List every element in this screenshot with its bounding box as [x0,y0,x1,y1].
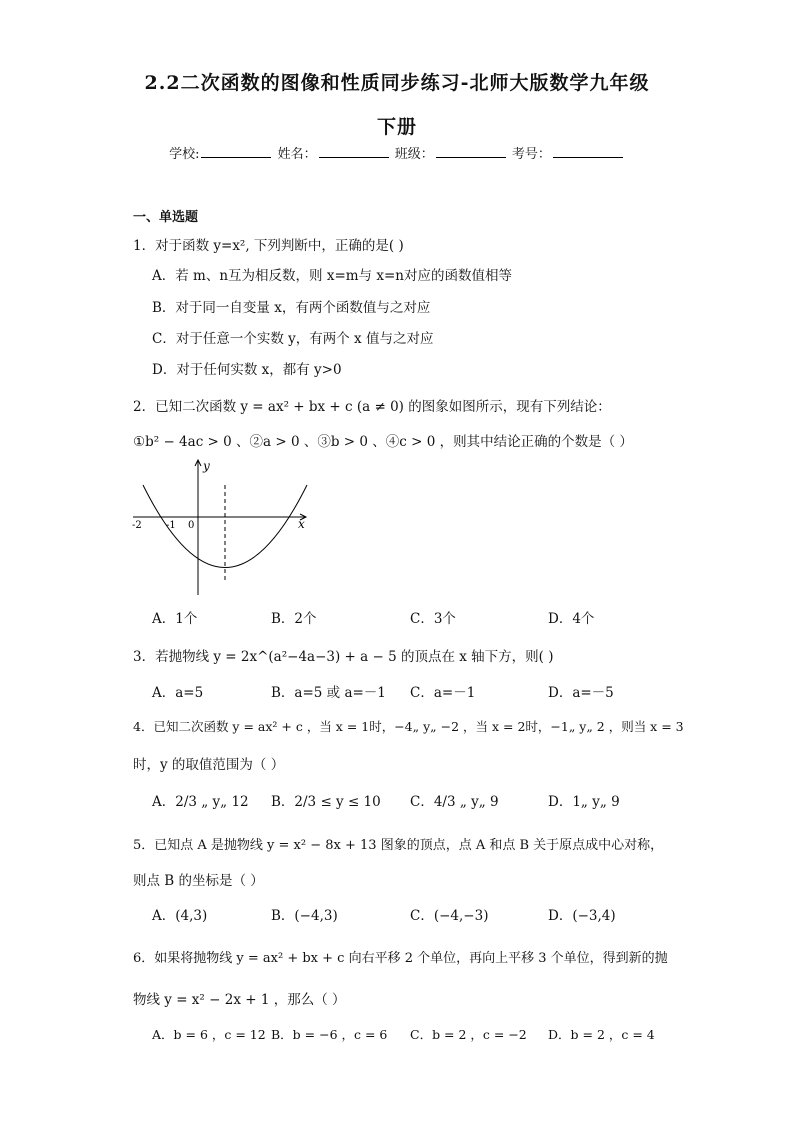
q1-option-b[interactable]: B．对于同一自变量 x，有两个函数值与之对应 [152,300,431,316]
q1-option-a[interactable]: A．若 m、n互为相反数，则 x=m与 x=n对应的函数值相等 [152,268,512,284]
q5-stem-line2: 则点 B 的坐标是（ ） [133,873,264,889]
document-title-line1: 2.2二次函数的图像和性质同步练习-北师大版数学九年级 [144,72,650,94]
q6-stem-line1: 6．如果将抛物线 y = ax² + bx + c 向右平移 2 个单位，再向上平移 3 个单位，得到新的抛 [133,951,668,966]
section-heading: 一、单选题 [133,210,199,225]
q1-option-c[interactable]: C．对于任意一个实数 y，有两个 x 值与之对应 [152,331,434,347]
q3-stem: 3．若抛物线 y = 2x^(a²−4a−3) + a − 5 的顶点在 x 轴下方，则( ) [133,649,554,665]
q4-stem-line1: 4．已知二次函数 y = ax² + c ，当 x = 1时，−4„ y„ −2 ，当 x = 2时，−1„ y„ 2 ，则当 x = 3 [133,719,684,734]
q5-choice-c[interactable]: C．(−4,−3) [410,908,489,924]
q4-stem-line2: 时，y 的取值范围为（ ） [133,757,285,773]
q3-choice-d[interactable]: D．a=－5 [548,685,614,701]
q6-choice-d[interactable]: D．b = 2 ，c = 4 [548,1027,655,1042]
x-axis-label: x [298,517,305,531]
q5-choice-a[interactable]: A．(4,3) [152,908,208,924]
q5-stem-line1: 5．已知点 A 是抛物线 y = x² − 8x + 13 图象的顶点，点 A 和点 B 关于原点成中心对称， [133,838,664,853]
y-axis-label: y [203,459,210,473]
y-axis [195,460,201,595]
school-label: 学校: [169,147,200,162]
q4-choice-b[interactable]: B．2/3 ≤ y ≤ 10 [271,794,381,810]
q1-stem: 1．对于函数 y=x², 下列判断中，正确的是( ) [133,238,404,254]
name-label: 姓名： [277,147,317,162]
q6-choice-b[interactable]: B．b = −6 ，c = 6 [271,1027,388,1042]
q4-choice-d[interactable]: D．1„ y„ 9 [548,794,620,810]
q2-parabola-graph [130,455,315,600]
q3-choice-a[interactable]: A．a=5 [152,685,204,701]
q2-choice-a[interactable]: A．1个 [152,611,198,627]
q5-choice-b[interactable]: B．(−4,3) [271,908,338,924]
class-label: 班级： [394,147,434,162]
q2-choice-c[interactable]: C．3个 [410,611,456,627]
number-label: 考号： [511,147,551,162]
tick-label-minus1: -1 [166,520,176,531]
q6-stem-line2: 物线 y = x² − 2x + 1 ，那么（ ） [133,992,346,1008]
q1-option-d[interactable]: D．对于任何实数 x，都有 y>0 [152,362,342,378]
name-blank[interactable] [319,145,389,158]
tick-label-origin: 0 [188,520,195,531]
q2-choice-d[interactable]: D．4个 [548,611,595,627]
document-title-line2: 下册 [376,116,417,138]
q3-choice-b[interactable]: B．a=5 或 a=－1 [271,685,386,701]
q2-choice-b[interactable]: B．2个 [271,611,317,627]
q6-choice-c[interactable]: C．b = 2 ，c = −2 [410,1027,527,1042]
q5-choice-d[interactable]: D．(−3,4) [548,908,616,924]
tick-label-minus2: -2 [132,520,142,531]
q6-choice-a[interactable]: A．b = 6 ，c = 12 [152,1027,266,1042]
school-blank[interactable] [201,145,271,158]
q2-stem: 2．已知二次函数 y = ax² + bx + c (a ≠ 0) 的图象如图所示，现有下列结论： [133,399,611,415]
class-blank[interactable] [436,145,506,158]
student-info-row [0,143,794,162]
q3-choice-c[interactable]: C．a=－1 [410,685,476,701]
q2-conclusions: ①b² − 4ac > 0 、②a > 0 、③b > 0 、④c > 0 ，则其中结论正确的个数是（ ） [133,434,633,450]
q4-choice-c[interactable]: C．4/3 „ y„ 9 [410,794,499,810]
number-blank[interactable] [553,145,623,158]
q4-choice-a[interactable]: A．2/3 „ y„ 12 [152,794,249,810]
